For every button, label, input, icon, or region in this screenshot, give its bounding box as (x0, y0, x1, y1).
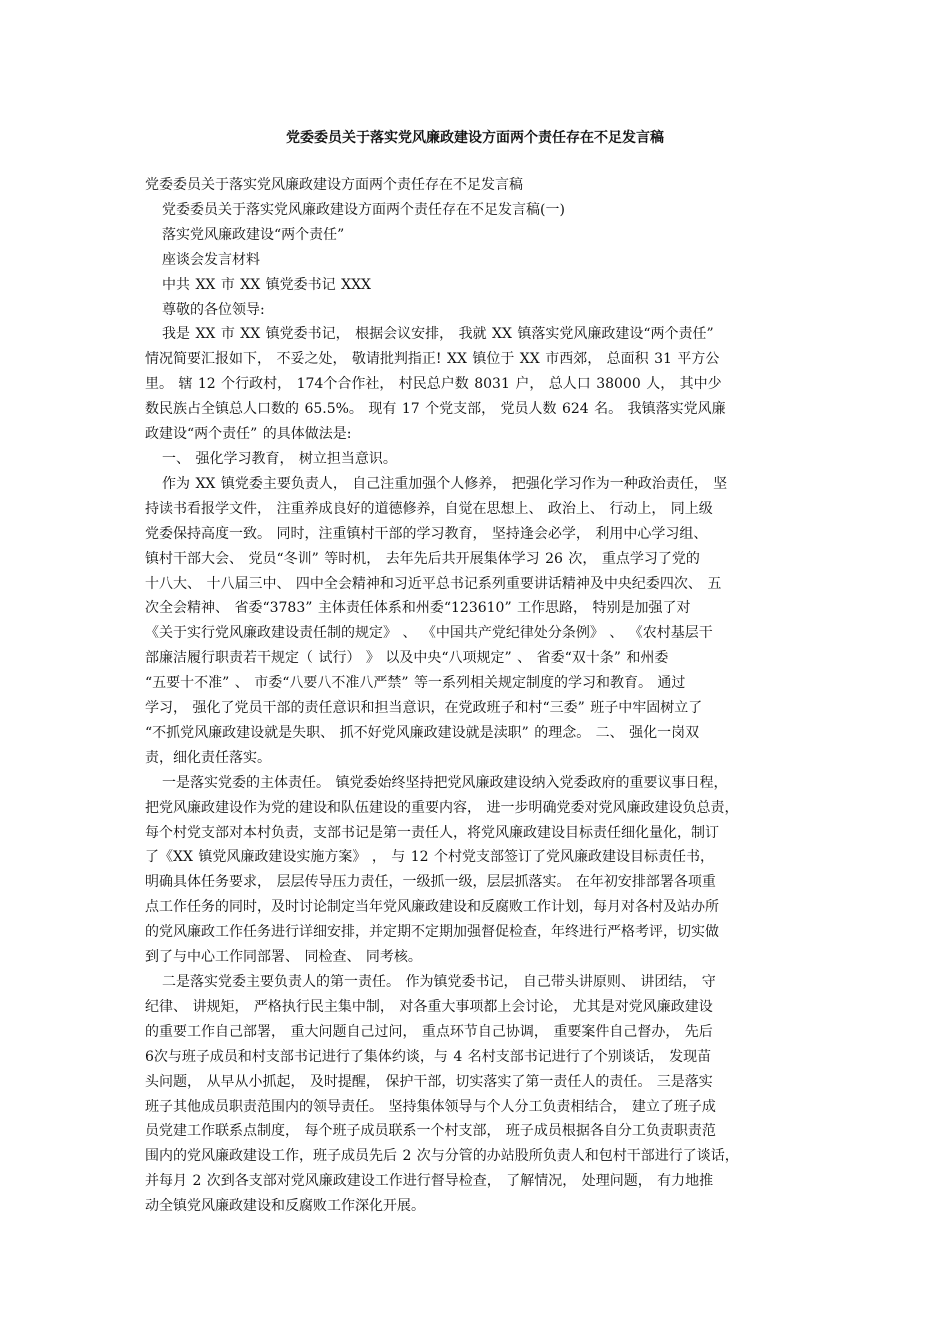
body-line: 尊敬的各位领导: (162, 301, 265, 318)
body-line: 党委保持高度一致。 同时，注重镇村干部的学习教育， 坚持逢会必学， 利用中心学习组、 (145, 525, 708, 542)
body-line: 中共 XX 市 XX 镇党委书记 XXX (162, 276, 372, 293)
body-line: 政建设“两个责任” 的具体做法是: (145, 426, 352, 443)
body-line: 的党风廉政工作任务进行详细安排，并定期不定期加强督促检查，年终进行严格考评，切实做 (145, 924, 719, 941)
body-line: 党委委员关于落实党风廉政建设方面两个责任存在不足发言稿(一) (162, 201, 565, 218)
body-line: 到了与中心工作同部署、 同检查、 同考核。 (145, 949, 422, 966)
body-line: 学习， 强化了党员干部的责任意识和担当意识，在党政班子和村“三委” 班子中牢固树立了 (145, 700, 703, 717)
body-line: 并每月 2 次到各支部对党风廉政建设工作进行督导检查， 了解情况， 处理问题， 有力地推 (145, 1173, 714, 1190)
document-title: 党委委员关于落实党风廉政建设方面两个责任存在不足发言稿 (286, 130, 664, 146)
body-line: 点工作任务的同时，及时讨论制定当年党风廉政建设和反腐败工作计划，每月对各村及站办所 (145, 899, 719, 916)
body-line: 一是落实党委的主体责任。 镇党委始终坚持把党风廉政建设纳入党委政府的重要议事日程， (162, 774, 728, 791)
body-line: 落实党风廉政建设“两个责任” (162, 226, 345, 243)
body-line: 明确具体任务要求， 层层传导压力责任，一级抓一级，层层抓落实。 在年初安排部署各项重 (145, 874, 716, 891)
body-line: 部廉洁履行职责若干规定（ 试行） 》 以及中央“八项规定” 、 省委“双十条” 和州委 (145, 650, 669, 667)
body-line: 纪律、 讲规矩， 严格执行民主集中制， 对各重大事项都上会讨论， 尤其是对党风廉政建设 (145, 998, 713, 1015)
body-line: 镇村干部大会、 党员“冬训” 等时机， 去年先后共开展集体学习 26 次， 重点学习了党的 (145, 550, 700, 567)
body-line: 二是落实党委主要负责人的第一责任。 作为镇党委书记， 自己带头讲原则、 讲团结， 守 (162, 974, 716, 990)
body-line: 我是 XX 市 XX 镇党委书记， 根据会议安排， 我就 XX 镇落实党风廉政建设“两个责任” (162, 326, 714, 343)
body-line: 《关于实行党风廉政建设责任制的规定》 、 《中国共产党纪律处分条例》 、 《农村基层干 (145, 625, 713, 642)
body-line: 十八大、 十八届三中、 四中全会精神和习近平总书记系列重要讲话精神及中央纪委四次、 五 (145, 575, 722, 592)
body-line: 头问题， 从早从小抓起， 及时提醒， 保护干部，切实落实了第一责任人的责任。 三是落实 (145, 1073, 713, 1090)
body-line: 党委委员关于落实党风廉政建设方面两个责任存在不足发言稿 (145, 177, 523, 193)
body-line: 了《XX 镇党风廉政建设实施方案》 ， 与 12 个村党支部签订了党风廉政建设目标责任书， (145, 849, 714, 866)
body-line: 围内的党风廉政建设工作，班子成员先后 2 次与分管的办站股所负责人和包村干部进行了谈话， (145, 1148, 739, 1165)
body-line: 每个村党支部对本村负责，支部书记是第一责任人，将党风廉政建设目标责任细化量化，制订 (145, 824, 719, 841)
body-line: 持读书看报学文件， 注重养成良好的道德修养，自觉在思想上、 政治上、 行动上， 同上级 (145, 500, 713, 517)
body-line: “五要十不准” 、 市委“八要八不准八严禁” 等一系列相关规定制度的学习和教育。 通过 (145, 675, 686, 692)
body-line: 把党风廉政建设作为党的建设和队伍建设的重要内容， 进一步明确党委对党风廉政建设负总责， (145, 799, 739, 816)
body-line: 数民族占全镇总人口数的 65.5%。 现有 17 个党支部， 党员人数 624 名。 我镇落实党风廉 (145, 401, 726, 418)
document-body (145, 173, 825, 1219)
body-line: 班子其他成员职责范围内的领导责任。 坚持集体领导与个人分工负责相结合， 建立了班子成 (145, 1098, 716, 1115)
body-line: 动全镇党风廉政建设和反腐败工作深化开展。 (145, 1198, 425, 1215)
body-line: 座谈会发言材料 (162, 251, 260, 268)
body-line: “不抓党风廉政建设就是失职、 抓不好党风廉政建设就是渎职” 的理念。 二、 强化一岗双 (145, 724, 700, 741)
body-line: 员党建工作联系点制度， 每个班子成员联系一个村支部， 班子成员根据各自分工负责职责范 (145, 1123, 716, 1140)
body-line: 的重要工作自己部署， 重大问题自己过问， 重点环节自己协调， 重要案件自己督办， 先后 (145, 1023, 713, 1040)
body-line: 6次与班子成员和村支部书记进行了集体约谈，与 4 名村支部书记进行了个别谈话， 发现苗 (145, 1048, 712, 1065)
body-line: 情况简要汇报如下， 不妥之处， 敬请批判指正! XX 镇位于 XX 市西郊， 总面积 31 平方公 (145, 351, 720, 368)
body-line: 里。 辖 12 个行政村， 174个合作社， 村民总户数 8031 户， 总人口 38000 人， 其中少 (145, 376, 722, 393)
body-line: 作为 XX 镇党委主要负责人， 自己注重加强个人修养， 把强化学习作为一种政治责任， 坚 (162, 475, 728, 492)
body-line: 责，细化责任落实。 (145, 749, 271, 766)
body-line: 次全会精神、 省委“3783” 主体责任体系和州委“123610” 工作思路， 特别是加强了对 (145, 600, 691, 617)
body-line: 一、 强化学习教育， 树立担当意识。 (162, 450, 397, 467)
